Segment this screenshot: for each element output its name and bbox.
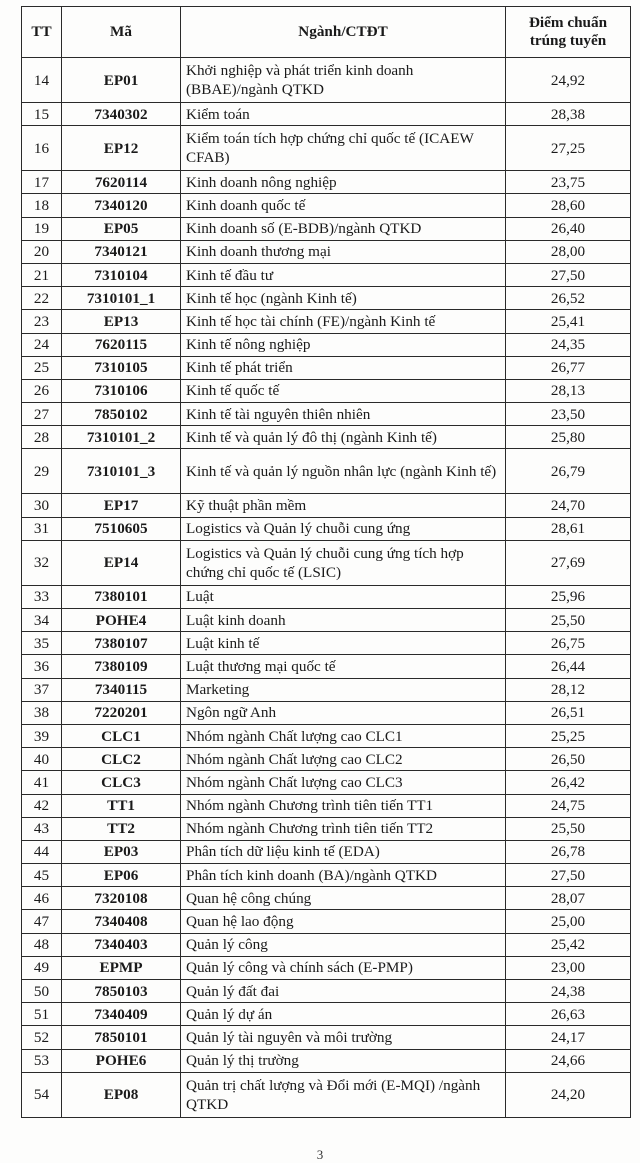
row-program-name: Kinh tế đầu tư [181,263,506,286]
header-tt: TT [22,7,62,58]
row-code: 7340403 [62,933,181,956]
row-program-name: Quản lý công [181,933,506,956]
row-tt: 40 [22,748,62,771]
table-row [22,632,631,655]
row-program-name: Luật kinh tế [181,632,506,655]
row-code: EP08 [62,1072,181,1117]
row-code: CLC1 [62,724,181,747]
table-row [22,748,631,771]
row-score: 28,13 [506,379,631,402]
table-row [22,379,631,402]
row-score: 26,50 [506,748,631,771]
row-program-name: Logistics và Quản lý chuỗi cung ứng [181,517,506,540]
row-tt: 46 [22,887,62,910]
row-program-name: Marketing [181,678,506,701]
table-row [22,910,631,933]
row-tt: 27 [22,403,62,426]
row-code: 7340120 [62,194,181,217]
row-tt: 25 [22,356,62,379]
table-row [22,126,631,171]
row-score: 26,52 [506,287,631,310]
row-code: 7340409 [62,1003,181,1026]
row-code: 7320108 [62,887,181,910]
row-program-name: Quan hệ lao động [181,910,506,933]
row-tt: 15 [22,103,62,126]
row-program-name: Ngôn ngữ Anh [181,701,506,724]
row-score: 24,20 [506,1072,631,1117]
row-code: 7850101 [62,1026,181,1049]
row-tt: 17 [22,171,62,194]
row-program-name: Nhóm ngành Chương trình tiên tiến TT2 [181,817,506,840]
row-code: 7340121 [62,240,181,263]
table-row [22,1003,631,1026]
row-program-name: Kiểm toán [181,103,506,126]
row-tt: 37 [22,678,62,701]
row-tt: 39 [22,724,62,747]
row-program-name: Kinh tế học (ngành Kinh tế) [181,287,506,310]
table-row [22,933,631,956]
row-code: EP05 [62,217,181,240]
row-tt: 24 [22,333,62,356]
table-row [22,58,631,103]
row-code: 7380101 [62,585,181,608]
row-tt: 45 [22,864,62,887]
row-program-name: Quản trị chất lượng và Đổi mới (E-MQI) /ngành QTKD [181,1072,506,1117]
table-row [22,217,631,240]
row-code: CLC2 [62,748,181,771]
row-tt: 44 [22,840,62,863]
row-code: EP12 [62,126,181,171]
admission-scores-table [21,6,631,1118]
row-code: TT2 [62,817,181,840]
table-row [22,356,631,379]
row-code: 7340408 [62,910,181,933]
row-score: 26,51 [506,701,631,724]
row-score: 26,63 [506,1003,631,1026]
table-row [22,426,631,449]
table-row [22,771,631,794]
row-code: 7310106 [62,379,181,402]
row-tt: 49 [22,956,62,979]
row-tt: 20 [22,240,62,263]
table-body [22,58,631,1118]
row-score: 26,79 [506,449,631,494]
row-score: 27,25 [506,126,631,171]
row-program-name: Khởi nghiệp và phát triển kinh doanh (BBAE)/ngành QTKD [181,58,506,103]
row-program-name: Kinh doanh nông nghiệp [181,171,506,194]
row-code: EPMP [62,956,181,979]
table-row [22,240,631,263]
row-tt: 48 [22,933,62,956]
row-code: 7380107 [62,632,181,655]
row-program-name: Luật thương mại quốc tế [181,655,506,678]
row-code: 7380109 [62,655,181,678]
table-row [22,403,631,426]
row-program-name: Phân tích kinh doanh (BA)/ngành QTKD [181,864,506,887]
table-row [22,494,631,517]
row-code: 7340115 [62,678,181,701]
table-row [22,540,631,585]
row-code: TT1 [62,794,181,817]
row-score: 26,42 [506,771,631,794]
row-tt: 26 [22,379,62,402]
table-row [22,1072,631,1117]
table-row [22,956,631,979]
row-score: 25,25 [506,724,631,747]
table-row [22,817,631,840]
table-row [22,701,631,724]
row-tt: 53 [22,1049,62,1072]
row-tt: 14 [22,58,62,103]
row-tt: 47 [22,910,62,933]
row-code: EP01 [62,58,181,103]
row-program-name: Luật [181,585,506,608]
row-score: 24,75 [506,794,631,817]
row-tt: 31 [22,517,62,540]
row-code: 7850102 [62,403,181,426]
row-tt: 34 [22,609,62,632]
row-tt: 22 [22,287,62,310]
row-score: 27,50 [506,864,631,887]
row-code: 7620114 [62,171,181,194]
row-score: 26,77 [506,356,631,379]
row-score: 28,60 [506,194,631,217]
row-score: 24,70 [506,494,631,517]
row-score: 28,38 [506,103,631,126]
row-program-name: Nhóm ngành Chất lượng cao CLC2 [181,748,506,771]
row-code: 7340302 [62,103,181,126]
row-tt: 21 [22,263,62,286]
row-score: 25,80 [506,426,631,449]
row-score: 25,42 [506,933,631,956]
table-row [22,449,631,494]
row-tt: 54 [22,1072,62,1117]
row-tt: 16 [22,126,62,171]
row-score: 23,00 [506,956,631,979]
row-tt: 29 [22,449,62,494]
table-row [22,1026,631,1049]
table-row [22,310,631,333]
table-row [22,678,631,701]
row-code: 7620115 [62,333,181,356]
row-score: 25,41 [506,310,631,333]
table-row [22,864,631,887]
table-row [22,887,631,910]
table-row [22,263,631,286]
row-program-name: Quản lý dự án [181,1003,506,1026]
row-program-name: Quản lý thị trường [181,1049,506,1072]
row-code: 7220201 [62,701,181,724]
table-row [22,194,631,217]
row-score: 28,00 [506,240,631,263]
table-row [22,333,631,356]
row-tt: 18 [22,194,62,217]
page-number: 3 [316,1147,324,1162]
row-score: 24,66 [506,1049,631,1072]
table-row [22,980,631,1003]
header-program: Ngành/CTĐT [181,7,506,58]
row-program-name: Kinh doanh số (E-BDB)/ngành QTKD [181,217,506,240]
row-tt: 51 [22,1003,62,1026]
row-tt: 43 [22,817,62,840]
row-program-name: Quản lý đất đai [181,980,506,1003]
row-code: 7310101_1 [62,287,181,310]
table-header-row [22,7,631,58]
row-score: 25,50 [506,817,631,840]
row-program-name: Quan hệ công chúng [181,887,506,910]
header-score: Điểm chuẩn trúng tuyển [506,7,631,58]
row-code: 7510605 [62,517,181,540]
table-row [22,1049,631,1072]
row-code: EP13 [62,310,181,333]
row-program-name: Logistics và Quản lý chuỗi cung ứng tích hợp chứng chỉ quốc tế (LSIC) [181,540,506,585]
row-tt: 23 [22,310,62,333]
row-score: 23,50 [506,403,631,426]
row-score: 27,50 [506,263,631,286]
row-program-name: Kinh tế học tài chính (FE)/ngành Kinh tế [181,310,506,333]
table-row [22,840,631,863]
row-score: 28,61 [506,517,631,540]
table-row [22,103,631,126]
row-program-name: Nhóm ngành Chất lượng cao CLC1 [181,724,506,747]
row-score: 24,35 [506,333,631,356]
row-code: EP17 [62,494,181,517]
row-score: 25,50 [506,609,631,632]
header-code: Mã [62,7,181,58]
row-program-name: Kinh tế quốc tế [181,379,506,402]
row-score: 24,38 [506,980,631,1003]
row-score: 27,69 [506,540,631,585]
row-score: 28,12 [506,678,631,701]
row-code: 7310101_3 [62,449,181,494]
row-program-name: Kinh tế và quản lý đô thị (ngành Kinh tế) [181,426,506,449]
row-program-name: Kinh doanh thương mại [181,240,506,263]
row-program-name: Nhóm ngành Chất lượng cao CLC3 [181,771,506,794]
table-row [22,724,631,747]
row-program-name: Kinh tế phát triển [181,356,506,379]
row-tt: 30 [22,494,62,517]
row-score: 26,40 [506,217,631,240]
row-tt: 50 [22,980,62,1003]
row-program-name: Nhóm ngành Chương trình tiên tiến TT1 [181,794,506,817]
row-score: 26,44 [506,655,631,678]
row-program-name: Quản lý tài nguyên và môi trường [181,1026,506,1049]
row-program-name: Kinh tế nông nghiệp [181,333,506,356]
row-program-name: Quản lý công và chính sách (E-PMP) [181,956,506,979]
row-tt: 32 [22,540,62,585]
row-score: 24,17 [506,1026,631,1049]
row-tt: 35 [22,632,62,655]
row-tt: 19 [22,217,62,240]
row-tt: 42 [22,794,62,817]
row-score: 25,00 [506,910,631,933]
row-score: 23,75 [506,171,631,194]
row-code: 7310105 [62,356,181,379]
row-score: 26,78 [506,840,631,863]
row-program-name: Luật kinh doanh [181,609,506,632]
table-row [22,287,631,310]
row-program-name: Phân tích dữ liệu kinh tế (EDA) [181,840,506,863]
row-tt: 28 [22,426,62,449]
row-code: EP14 [62,540,181,585]
row-code: POHE6 [62,1049,181,1072]
table-row [22,585,631,608]
row-tt: 41 [22,771,62,794]
row-code: 7310104 [62,263,181,286]
row-tt: 38 [22,701,62,724]
row-tt: 52 [22,1026,62,1049]
row-code: 7310101_2 [62,426,181,449]
row-code: 7850103 [62,980,181,1003]
row-score: 28,07 [506,887,631,910]
table-row [22,794,631,817]
row-program-name: Kỹ thuật phần mềm [181,494,506,517]
row-score: 24,92 [506,58,631,103]
table-row [22,517,631,540]
row-program-name: Kiểm toán tích hợp chứng chỉ quốc tế (ICAEW CFAB) [181,126,506,171]
row-code: CLC3 [62,771,181,794]
table-row [22,655,631,678]
row-tt: 36 [22,655,62,678]
row-program-name: Kinh tế tài nguyên thiên nhiên [181,403,506,426]
row-program-name: Kinh tế và quản lý nguồn nhân lực (ngành Kinh tế) [181,449,506,494]
row-score: 26,75 [506,632,631,655]
row-program-name: Kinh doanh quốc tế [181,194,506,217]
row-code: EP03 [62,840,181,863]
row-code: POHE4 [62,609,181,632]
row-score: 25,96 [506,585,631,608]
table-row [22,609,631,632]
table-row [22,171,631,194]
row-code: EP06 [62,864,181,887]
row-tt: 33 [22,585,62,608]
